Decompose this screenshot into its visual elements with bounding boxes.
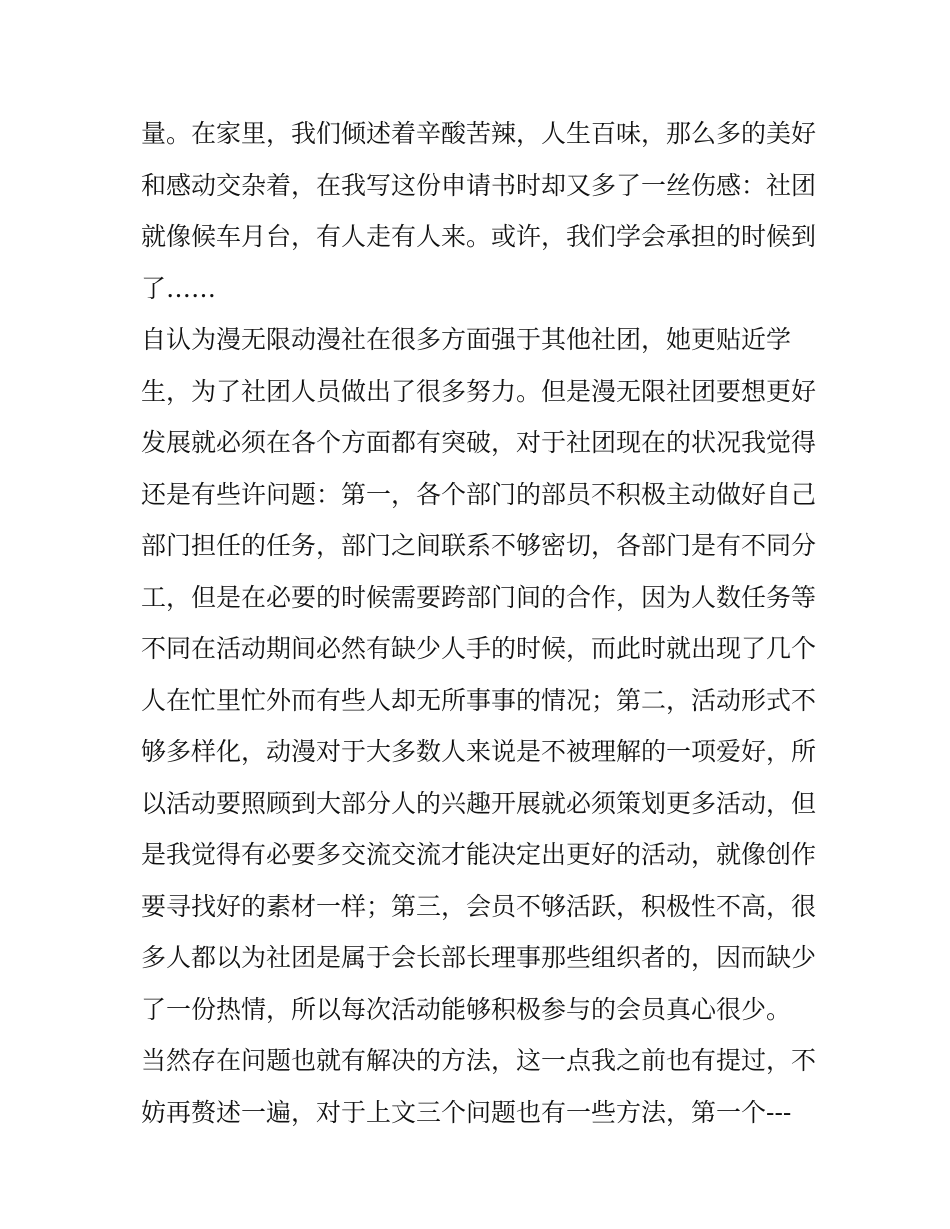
text-line: 当然存在问题也就有解决的方法，这一点我之前也有提过，不 (141, 1046, 817, 1075)
text-line: 多人都以为社团是属于会长部长理事那些组织者的，因而缺少 (141, 943, 817, 972)
text-line: 人在忙里忙外而有些人却无所事事的情况；第二，活动形式不 (141, 685, 817, 715)
text-line: 生，为了社团人员做出了很多努力。但是漫无限社团要想更好 (141, 376, 817, 406)
text-line: 量。在家里，我们倾述着辛酸苦辣，人生百味，那么多的美好 (141, 119, 817, 148)
text-line: 是我觉得有必要多交流交流才能决定出更好的活动，就像创作 (141, 840, 817, 869)
text-line: 自认为漫无限动漫社在很多方面强于其他社团，她更贴近学 (141, 325, 792, 354)
body-text (141, 108, 821, 1138)
text-line: 就像候车月台，有人走有人来。或许，我们学会承担的时候到 (141, 222, 817, 251)
text-line: 发展就必须在各个方面都有突破，对于社团现在的状况我觉得 (141, 428, 817, 457)
text-line: 了…… (141, 273, 217, 303)
text-line: 部门担任的任务，部门之间联系不够密切，各部门是有不同分 (141, 531, 817, 560)
text-line: 了一份热情，所以每次活动能够积极参与的会员真心很少。 (141, 994, 792, 1024)
text-line: 工，但是在必要的时候需要跨部门间的合作，因为人数任务等 (141, 582, 817, 612)
text-line: 不同在活动期间必然有缺少人手的时候，而此时就出现了几个 (141, 634, 817, 663)
text-line: 还是有些许问题：第一，各个部门的部员不积极主动做好自己 (141, 479, 817, 509)
text-line: 以活动要照顾到大部分人的兴趣开展就必须策划更多活动，但 (141, 788, 817, 818)
text-line: 妨再赘述一遍，对于上文三个问题也有一些方法，第一个--- (141, 1097, 792, 1127)
text-line: 够多样化，动漫对于大多数人来说是不被理解的一项爱好，所 (141, 737, 817, 766)
text-line: 要寻找好的素材一样；第三，会员不够活跃，积极性不高，很 (141, 891, 817, 921)
text-line: 和感动交杂着，在我写这份申请书时却又多了一丝伤感：社团 (141, 170, 817, 200)
